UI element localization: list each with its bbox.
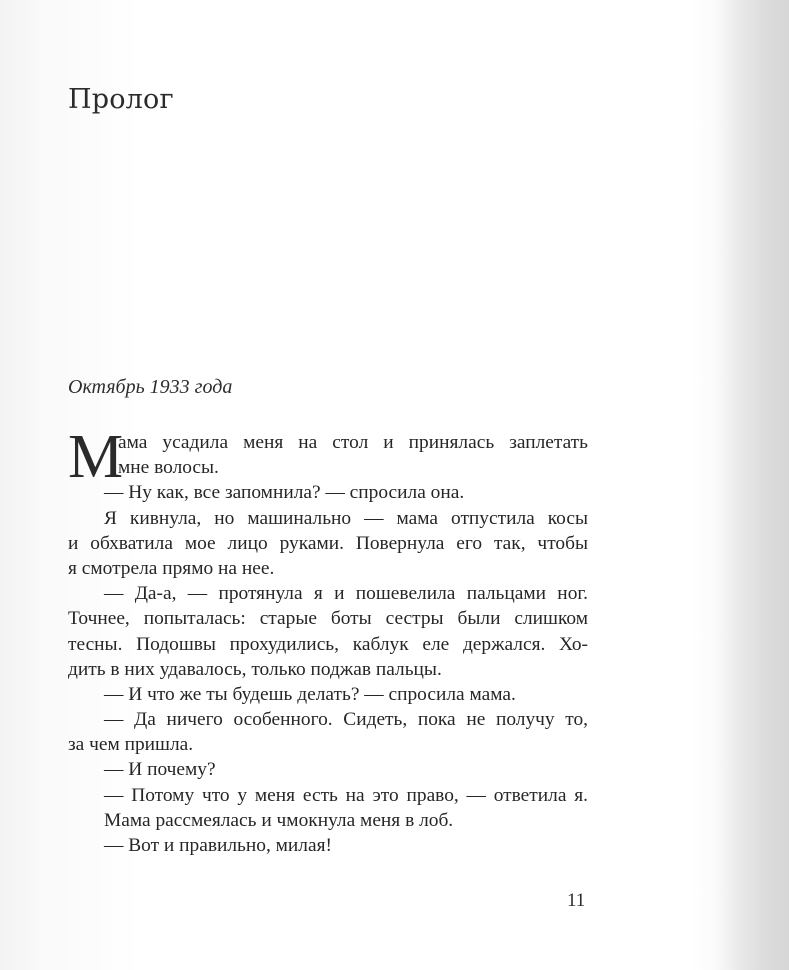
text-line: мне волосы. [118,457,219,479]
text-line: — И почему? [104,759,216,781]
page-number: 11 [567,890,586,911]
text-line: — Ну как, все запомнила? — спросила она. [104,482,465,504]
text-line: ама усадила меня на стол и принялась заплетать [118,432,588,453]
text-line: дить в них удавалось, только поджав пальцы. [68,658,442,680]
text-line: Мама рассмеялась и чмокнула меня в лоб. [104,809,454,831]
text-line: Точнее, попыталась: старые боты сестры были слишком [68,608,588,630]
text-line: — Вот и правильно, милая! [104,835,332,856]
chapter-date: Октябрь 1933 года [68,376,233,398]
text-line: — Да ничего особенного. Сидеть, пока не получу то, [104,709,588,731]
text-line: тесны. Подошвы прохудились, каблук еле держался. Хо- [68,633,588,655]
chapter-title: Пролог [68,84,174,115]
text-line: Я кивнула, но машинально — мама отпустила косы [104,507,588,529]
text-line: и обхватила мое лицо руками. Повернула его так, чтобы [68,532,588,554]
text-line: — Потому что у меня есть на это право, — ответила я. [104,784,588,806]
body-text [68,423,588,858]
text-line: за чем пришла. [68,734,194,756]
text-line: я смотрела прямо на нее. [68,557,275,579]
drop-cap: М [68,423,124,491]
text-line: — Да-а, — протянула я и пошевелила пальцами ног. [104,583,588,605]
text-line: — И что же ты будешь делать? — спросила мама. [104,683,516,705]
